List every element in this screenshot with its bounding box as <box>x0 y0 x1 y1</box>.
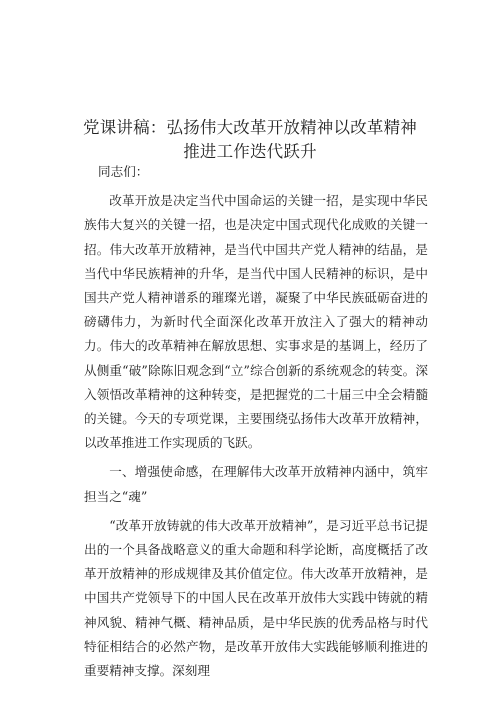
document-title-line-2: 推进工作迭代跃升 <box>183 142 317 161</box>
document-body <box>84 160 428 683</box>
document-title-line-1: 党课讲稿：弘扬伟大改革开放精神以改革精神 <box>83 118 417 137</box>
paragraph-intro: 改革开放是决定当代中国命运的关键一招，是实现中华民族伟大复兴的关键一招，也是决定中国式现代化成败的关键一招。伟大改革开放精神，是当代中国共产党人精神的结晶，是当代中华民族精神的升华，是当代中国人民精神的标识，是中国共产党人精神谱系的璀璨光谱，凝聚了中华民族砥砺奋进的磅礴伟力，为新时代全面深化改革开放注入了强大的精神动力。伟大的改革精神在解放思想、实事求是的基调上，经历了从侧重“破”除陈旧观念到“立”综合创新的系统观念的转变。深入领悟改革精神的这种转变，是把握党的二十届三中全会精髓的关键。今天的专项党课，主要围绕弘扬伟大改革开放精神，以改革推进工作实现质的飞跃。 <box>84 193 428 451</box>
paragraph-section-1: “改革开放铸就的伟大改革开放精神”，是习近平总书记提出的一个具备战略意义的重大命题和科学论断，高度概括了改革开放精神的形成规律及其价值定位。伟大改革开放精神，是中国共产党领导下的中国人民在改革开放伟大实践中铸就的精神风貌、精神气概、精神品质，是中华民族的优秀品格与时代特征相结合的必然产物，是改革开放伟大实践能够顺利推进的重要精神支撑。深刻理 <box>84 517 428 679</box>
section-heading-1: 一、增强使命感，在理解伟大改革开放精神内涵中，筑牢担当之“魂” <box>84 464 428 504</box>
salutation: 同志们： <box>98 164 149 179</box>
